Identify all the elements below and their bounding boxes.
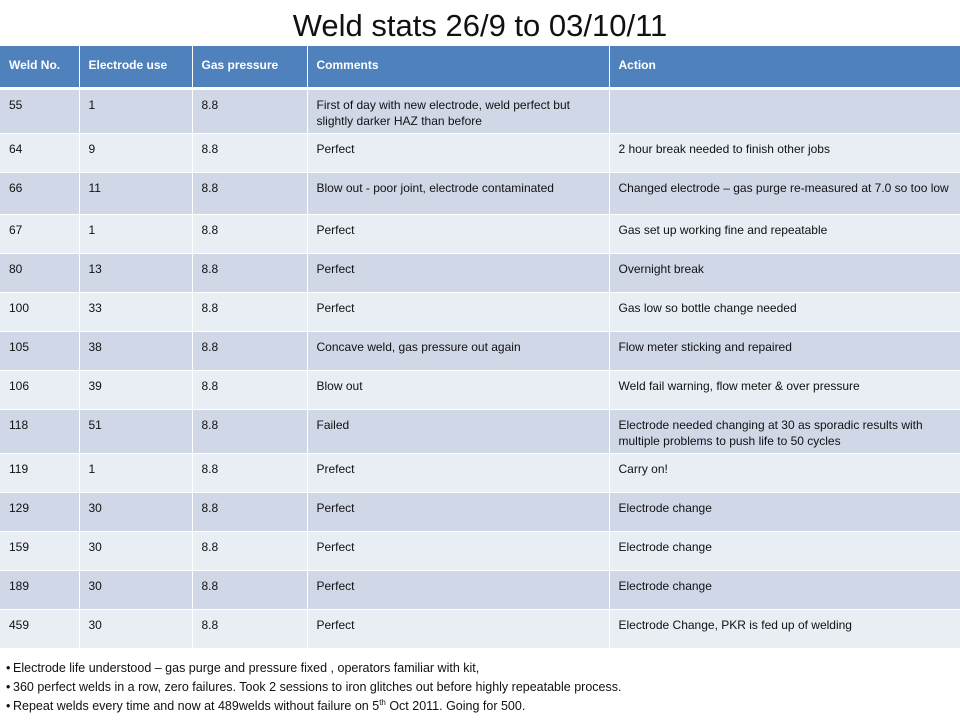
table-row bbox=[0, 370, 960, 409]
note-item bbox=[6, 697, 956, 716]
bullet-icon: • bbox=[6, 680, 11, 694]
note-text: Electrode life understood – gas purge and pressure fixed , operators familiar with kit, bbox=[13, 661, 480, 675]
cell-gas-pressure: 8.8 bbox=[192, 531, 307, 570]
cell-gas-pressure: 8.8 bbox=[192, 172, 307, 214]
cell-action: Electrode change bbox=[609, 531, 960, 570]
cell-gas-pressure: 8.8 bbox=[192, 492, 307, 531]
table-row bbox=[0, 492, 960, 531]
cell-comments: Perfect bbox=[307, 214, 609, 253]
cell-weld-no: 100 bbox=[0, 292, 79, 331]
cell-action: Gas low so bottle change needed bbox=[609, 292, 960, 331]
table-row bbox=[0, 453, 960, 492]
cell-comments: Perfect bbox=[307, 292, 609, 331]
bullet-icon: • bbox=[6, 661, 11, 675]
cell-comments: Prefect bbox=[307, 453, 609, 492]
cell-electrode-use: 1 bbox=[79, 214, 192, 253]
cell-electrode-use: 1 bbox=[79, 88, 192, 133]
cell-action: Electrode change bbox=[609, 570, 960, 609]
cell-action: Electrode Change, PKR is fed up of welding bbox=[609, 609, 960, 648]
cell-electrode-use: 9 bbox=[79, 133, 192, 172]
cell-gas-pressure: 8.8 bbox=[192, 88, 307, 133]
note-superscript: th bbox=[379, 697, 386, 707]
cell-weld-no: 66 bbox=[0, 172, 79, 214]
cell-comments: Perfect bbox=[307, 570, 609, 609]
cell-electrode-use: 38 bbox=[79, 331, 192, 370]
cell-action: 2 hour break needed to finish other jobs bbox=[609, 133, 960, 172]
cell-gas-pressure: 8.8 bbox=[192, 253, 307, 292]
table-row bbox=[0, 331, 960, 370]
note-text: 360 perfect welds in a row, zero failures. Took 2 sessions to iron glitches out before highly repeatable process. bbox=[13, 680, 622, 694]
cell-electrode-use: 30 bbox=[79, 570, 192, 609]
cell-action: Flow meter sticking and repaired bbox=[609, 331, 960, 370]
cell-weld-no: 106 bbox=[0, 370, 79, 409]
cell-gas-pressure: 8.8 bbox=[192, 570, 307, 609]
table-row bbox=[0, 531, 960, 570]
cell-gas-pressure: 8.8 bbox=[192, 370, 307, 409]
weld-stats-table bbox=[0, 46, 960, 649]
header-comments: Comments bbox=[307, 46, 609, 88]
cell-action: Carry on! bbox=[609, 453, 960, 492]
table-row bbox=[0, 253, 960, 292]
table-row bbox=[0, 570, 960, 609]
cell-gas-pressure: 8.8 bbox=[192, 453, 307, 492]
cell-comments: Concave weld, gas pressure out again bbox=[307, 331, 609, 370]
cell-gas-pressure: 8.8 bbox=[192, 409, 307, 453]
header-weld-no: Weld No. bbox=[0, 46, 79, 88]
cell-comments: Failed bbox=[307, 409, 609, 453]
cell-action: Overnight break bbox=[609, 253, 960, 292]
cell-weld-no: 67 bbox=[0, 214, 79, 253]
table-row bbox=[0, 133, 960, 172]
cell-electrode-use: 30 bbox=[79, 531, 192, 570]
cell-weld-no: 459 bbox=[0, 609, 79, 648]
cell-comments: First of day with new electrode, weld perfect but slightly darker HAZ than before bbox=[307, 88, 609, 133]
cell-comments: Perfect bbox=[307, 253, 609, 292]
cell-action: Gas set up working fine and repeatable bbox=[609, 214, 960, 253]
cell-comments: Perfect bbox=[307, 609, 609, 648]
cell-gas-pressure: 8.8 bbox=[192, 609, 307, 648]
table-row bbox=[0, 214, 960, 253]
cell-electrode-use: 13 bbox=[79, 253, 192, 292]
cell-weld-no: 189 bbox=[0, 570, 79, 609]
cell-gas-pressure: 8.8 bbox=[192, 214, 307, 253]
cell-gas-pressure: 8.8 bbox=[192, 133, 307, 172]
note-item bbox=[6, 659, 956, 678]
note-item bbox=[6, 678, 956, 697]
cell-comments: Blow out - poor joint, electrode contaminated bbox=[307, 172, 609, 214]
table-row bbox=[0, 88, 960, 133]
cell-action bbox=[609, 88, 960, 133]
cell-action: Changed electrode – gas purge re-measured at 7.0 so too low bbox=[609, 172, 960, 214]
table-row bbox=[0, 292, 960, 331]
cell-electrode-use: 51 bbox=[79, 409, 192, 453]
cell-weld-no: 118 bbox=[0, 409, 79, 453]
cell-electrode-use: 30 bbox=[79, 492, 192, 531]
cell-comments: Perfect bbox=[307, 492, 609, 531]
cell-electrode-use: 33 bbox=[79, 292, 192, 331]
cell-action: Electrode change bbox=[609, 492, 960, 531]
cell-weld-no: 64 bbox=[0, 133, 79, 172]
cell-electrode-use: 39 bbox=[79, 370, 192, 409]
cell-electrode-use: 11 bbox=[79, 172, 192, 214]
header-action: Action bbox=[609, 46, 960, 88]
page-title: Weld stats 26/9 to 03/10/11 bbox=[292, 8, 668, 43]
table-row bbox=[0, 609, 960, 648]
table-header-row bbox=[0, 46, 960, 88]
cell-gas-pressure: 8.8 bbox=[192, 292, 307, 331]
cell-weld-no: 55 bbox=[0, 88, 79, 133]
cell-electrode-use: 30 bbox=[79, 609, 192, 648]
cell-gas-pressure: 8.8 bbox=[192, 331, 307, 370]
cell-comments: Blow out bbox=[307, 370, 609, 409]
cell-action: Electrode needed changing at 30 as sporadic results with multiple problems to push life to 50 cycles bbox=[609, 409, 960, 453]
cell-comments: Perfect bbox=[307, 133, 609, 172]
table-row bbox=[0, 409, 960, 453]
header-electrode-use: Electrode use bbox=[79, 46, 192, 88]
cell-weld-no: 129 bbox=[0, 492, 79, 531]
cell-weld-no: 159 bbox=[0, 531, 79, 570]
table-row bbox=[0, 172, 960, 214]
cell-action: Weld fail warning, flow meter & over pressure bbox=[609, 370, 960, 409]
note-text: Repeat welds every time and now at 489welds without failure on 5 bbox=[13, 699, 380, 713]
bullet-icon: • bbox=[6, 699, 11, 713]
cell-weld-no: 80 bbox=[0, 253, 79, 292]
note-text: Oct 2011. Going for 500. bbox=[385, 699, 526, 713]
header-gas-pressure: Gas pressure bbox=[192, 46, 307, 88]
cell-weld-no: 105 bbox=[0, 331, 79, 370]
cell-electrode-use: 1 bbox=[79, 453, 192, 492]
cell-comments: Perfect bbox=[307, 531, 609, 570]
cell-weld-no: 119 bbox=[0, 453, 79, 492]
notes-list bbox=[6, 659, 956, 716]
